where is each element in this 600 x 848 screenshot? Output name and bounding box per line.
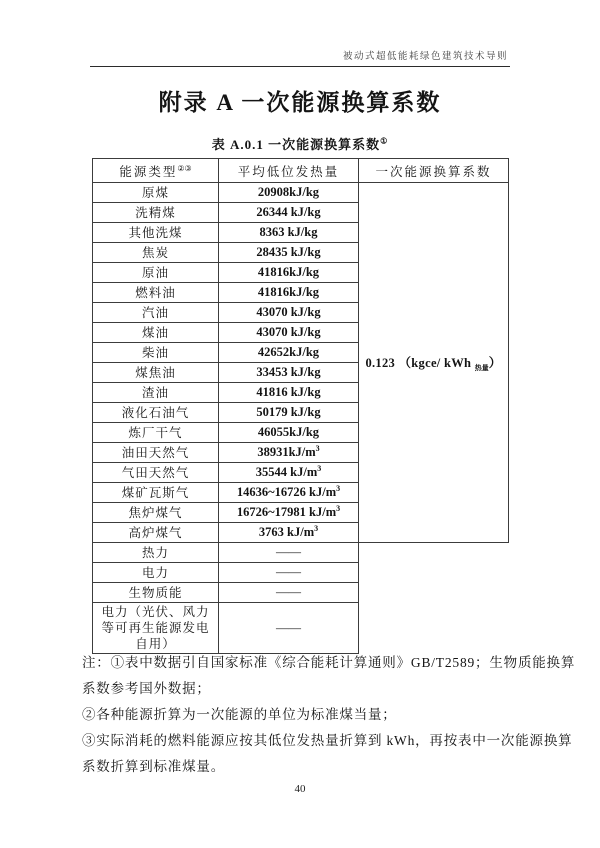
conversion-table <box>92 158 509 654</box>
table-header-row <box>93 159 509 183</box>
energy-type-cell: 原煤 <box>93 183 219 203</box>
energy-type-cell: 焦炭 <box>93 243 219 263</box>
column-header-energy-type <box>93 159 219 183</box>
page-title: 附录 A 一次能源换算系数 <box>158 90 442 115</box>
no-value-dash: —— <box>276 620 301 635</box>
column-header-heating-value: 平均低位发热量 <box>219 159 359 183</box>
no-value-dash: —— <box>276 585 301 599</box>
coefficient-cell-merged: 0.123 （kgce/ kWh $_{热量}$） <box>359 183 509 543</box>
notes <box>82 650 576 780</box>
heating-value-cell: 16726~17981 $kJ/m^3$ <box>219 503 359 523</box>
heating-value-cell: 14636~16726 $kJ/m^3$ <box>219 483 359 503</box>
table-caption-text: 表 A.0.1 一次能源换算系数 <box>211 137 381 152</box>
running-header <box>92 48 508 62</box>
heating-value-cell: 35544 $kJ/m^3$ <box>219 463 359 483</box>
heating-value-cell <box>219 583 359 603</box>
page-number: 40 <box>294 783 306 795</box>
heating-value-cell: 41816 kJ/kg <box>219 383 359 403</box>
unit-superscript: 3 <box>315 444 320 454</box>
note-line: ③实际消耗的燃料能源应按其低位发热量折算到 kWh，再按表中一次能源换算 <box>82 733 573 748</box>
energy-type-cell: 炼厂干气 <box>93 423 219 443</box>
heating-value-cell <box>219 543 359 563</box>
unit-superscript: 3 <box>317 464 322 474</box>
energy-type-cell: 原油 <box>93 263 219 283</box>
heating-value-cell: 50179 kJ/kg <box>219 403 359 423</box>
note-line: 注：①表中数据引自国家标准《综合能耗计算通则》GB/T2589；生物质能换算 <box>82 655 576 670</box>
heating-value-cell: 43070 kJ/kg <box>219 303 359 323</box>
energy-type-cell: 热力 <box>93 543 219 563</box>
energy-type-cell: 液化石油气 <box>93 403 219 423</box>
heating-value-cell: 20908kJ/kg <box>219 183 359 203</box>
heating-value-cell: 46055kJ/kg <box>219 423 359 443</box>
heating-value-cell: 8363 kJ/kg <box>219 223 359 243</box>
energy-type-cell: 生物质能 <box>93 583 219 603</box>
energy-type-cell: 汽油 <box>93 303 219 323</box>
table-row <box>93 563 509 583</box>
heating-value-cell: 28435 kJ/kg <box>219 243 359 263</box>
heating-value-cell: $38931kJ/m^3$ <box>219 443 359 463</box>
heating-value-cell: 41816kJ/kg <box>219 283 359 303</box>
heating-value-cell: 33453 kJ/kg <box>219 363 359 383</box>
no-value-dash: —— <box>276 545 301 559</box>
heating-value-cell: 42652kJ/kg <box>219 343 359 363</box>
energy-type-cell: 燃料油 <box>93 283 219 303</box>
column-header-coefficient: 一次能源换算系数 <box>359 159 509 183</box>
table-row <box>93 603 509 654</box>
unit-subscript: 热量 <box>474 363 489 372</box>
running-header-text: 被动式超低能耗绿色建筑技术导则 <box>342 52 508 62</box>
energy-type-cell: 煤矿瓦斯气 <box>93 483 219 503</box>
energy-type-cell: 电力 <box>93 563 219 583</box>
unit-superscript: 3 <box>336 504 341 514</box>
table-row <box>93 183 509 203</box>
note-line: 系数折算到标准煤量。 <box>82 759 225 774</box>
energy-type-cell: 电力（光伏、风力等可再生能源发电自用） <box>93 603 219 654</box>
table-row <box>93 543 509 563</box>
energy-type-cell: 高炉煤气 <box>93 523 219 543</box>
energy-type-cell: 煤焦油 <box>93 363 219 383</box>
energy-type-cell: 其他洗煤 <box>93 223 219 243</box>
table-caption <box>0 134 600 153</box>
heating-value-cell <box>219 603 359 654</box>
heating-value-cell <box>219 563 359 583</box>
note-line: 系数参考国外数据； <box>82 681 211 696</box>
note-line: ②各种能源折算为一次能源的单位为标准煤当量； <box>82 707 397 722</box>
column-header-energy-type-superscript: ②③ <box>177 163 192 173</box>
table-caption-superscript: ① <box>380 136 389 146</box>
heating-value-cell: 41816kJ/kg <box>219 263 359 283</box>
heating-value-cell: 26344 kJ/kg <box>219 203 359 223</box>
column-header-energy-type-label: 能源类型 <box>119 164 178 179</box>
no-value-dash: —— <box>276 565 301 579</box>
energy-type-cell: 洗精煤 <box>93 203 219 223</box>
unit-superscript: 3 <box>314 524 319 534</box>
energy-type-cell: 渣油 <box>93 383 219 403</box>
unit-superscript: 3 <box>336 484 341 494</box>
header-rule <box>90 66 510 67</box>
table-row <box>93 583 509 603</box>
heating-value-cell: 3763 $kJ/m^3$ <box>219 523 359 543</box>
energy-type-cell: 焦炉煤气 <box>93 503 219 523</box>
energy-type-cell: 煤油 <box>93 323 219 343</box>
energy-type-cell: 柴油 <box>93 343 219 363</box>
table-body <box>93 183 509 654</box>
heating-value-cell: 43070 kJ/kg <box>219 323 359 343</box>
energy-type-cell: 油田天然气 <box>93 443 219 463</box>
energy-type-cell: 气田天然气 <box>93 463 219 483</box>
